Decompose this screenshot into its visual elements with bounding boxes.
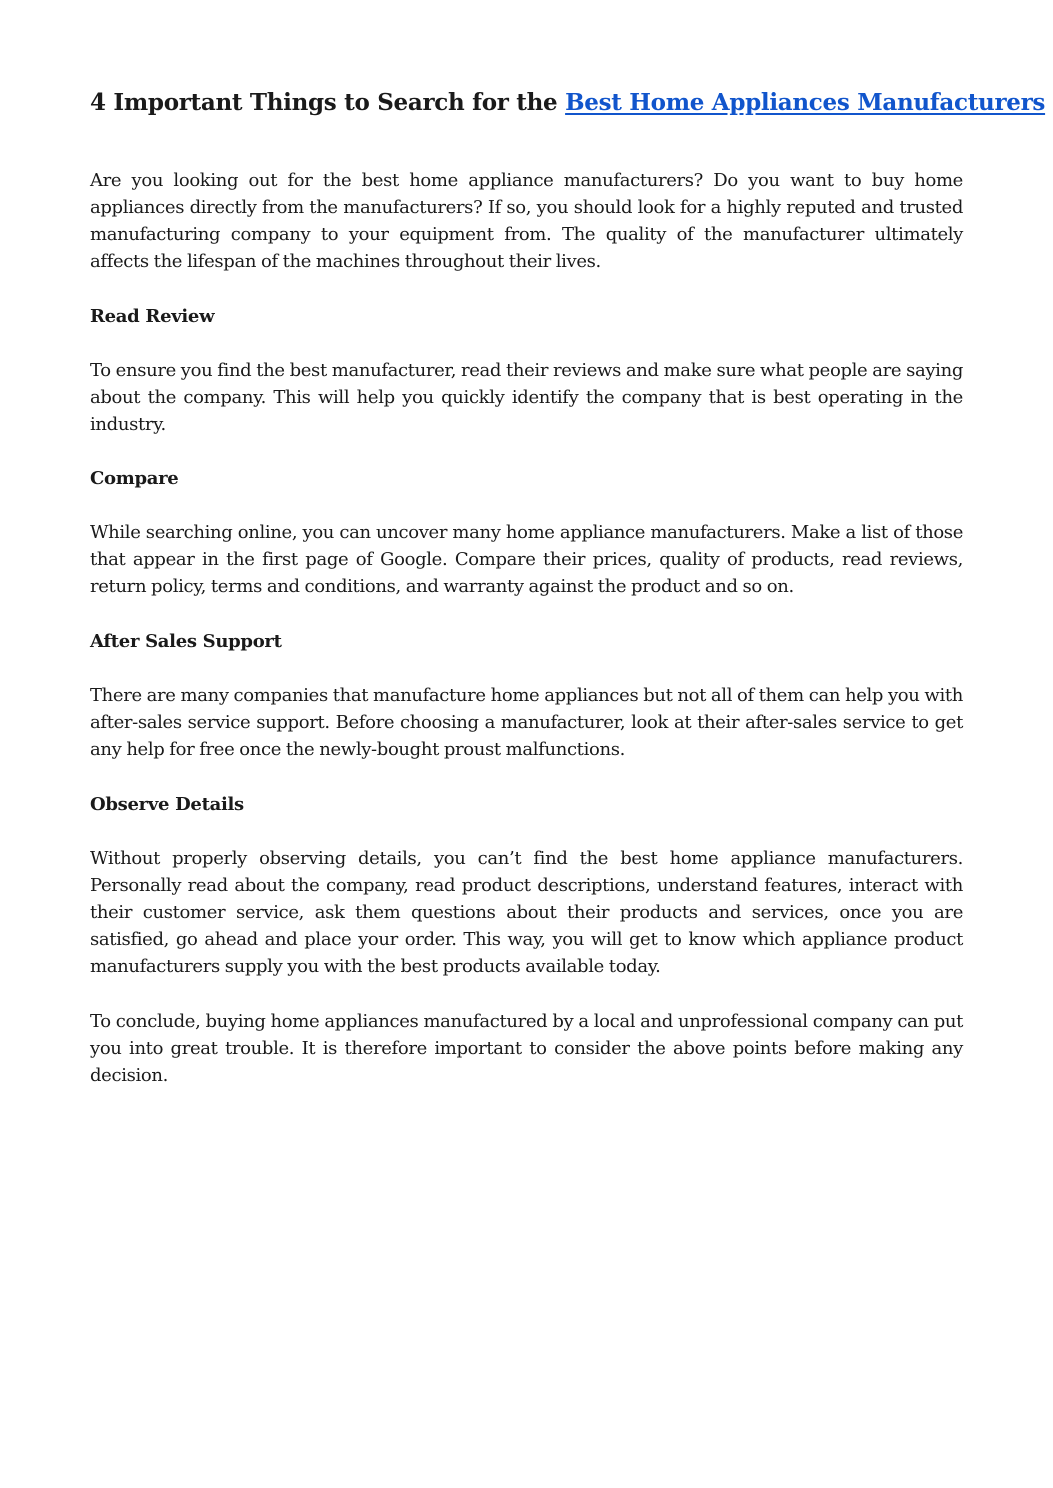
document-title [90,86,1046,120]
paragraph-read-review: To ensure you find the best manufacturer, read their reviews and make sure what people are saying about the company. This will help you quickly identify the company that is best operating in the industry. [90,360,963,435]
heading-compare: Compare [90,468,179,489]
paragraph-observe-details: Without properly observing details, you can’t find the best home appliance manufacturers. Personally read about the company, read product descriptions, understand features, interact with their customer service, ask them questions about their products and services, once you are satisfied, go ahead and place your order. This way, you will get to know which appliance product manufacturers supply you with the best products available today. [90,848,963,977]
title-link[interactable]: Best Home Appliances Manufacturers [565,89,1046,116]
heading-read-review: Read Review [90,306,215,327]
paragraph-compare: While searching online, you can uncover many home appliance manufacturers. Make a list of those that appear in the first page of Google. Compare their prices, quality of products, read reviews, return policy, terms and conditions, and warranty against the product and so on. [90,522,963,597]
heading-after-sales-support: After Sales Support [90,631,282,652]
heading-observe-details: Observe Details [90,794,244,815]
title-prefix: 4 Important Things to Search for the [90,89,566,116]
intro-paragraph: Are you looking out for the best home appliance manufacturers? Do you want to buy home appliances directly from the manufacturers? If so, you should look for a highly reputed and trusted manufacturing company to your equipment from. The quality of the manufacturer ultimately affects the lifespan of the machines throughout their lives. [90,170,963,272]
conclusion-paragraph: To conclude, buying home appliances manufactured by a local and unprofessional company can put you into great trouble. It is therefore important to consider the above points before making any decision. [90,1011,963,1086]
paragraph-after-sales-support: There are many companies that manufacture home appliances but not all of them can help you with after-sales service support. Before choosing a manufacturer, look at their after-sales service to get any help for free once the newly-bought proust malfunctions. [90,685,963,760]
